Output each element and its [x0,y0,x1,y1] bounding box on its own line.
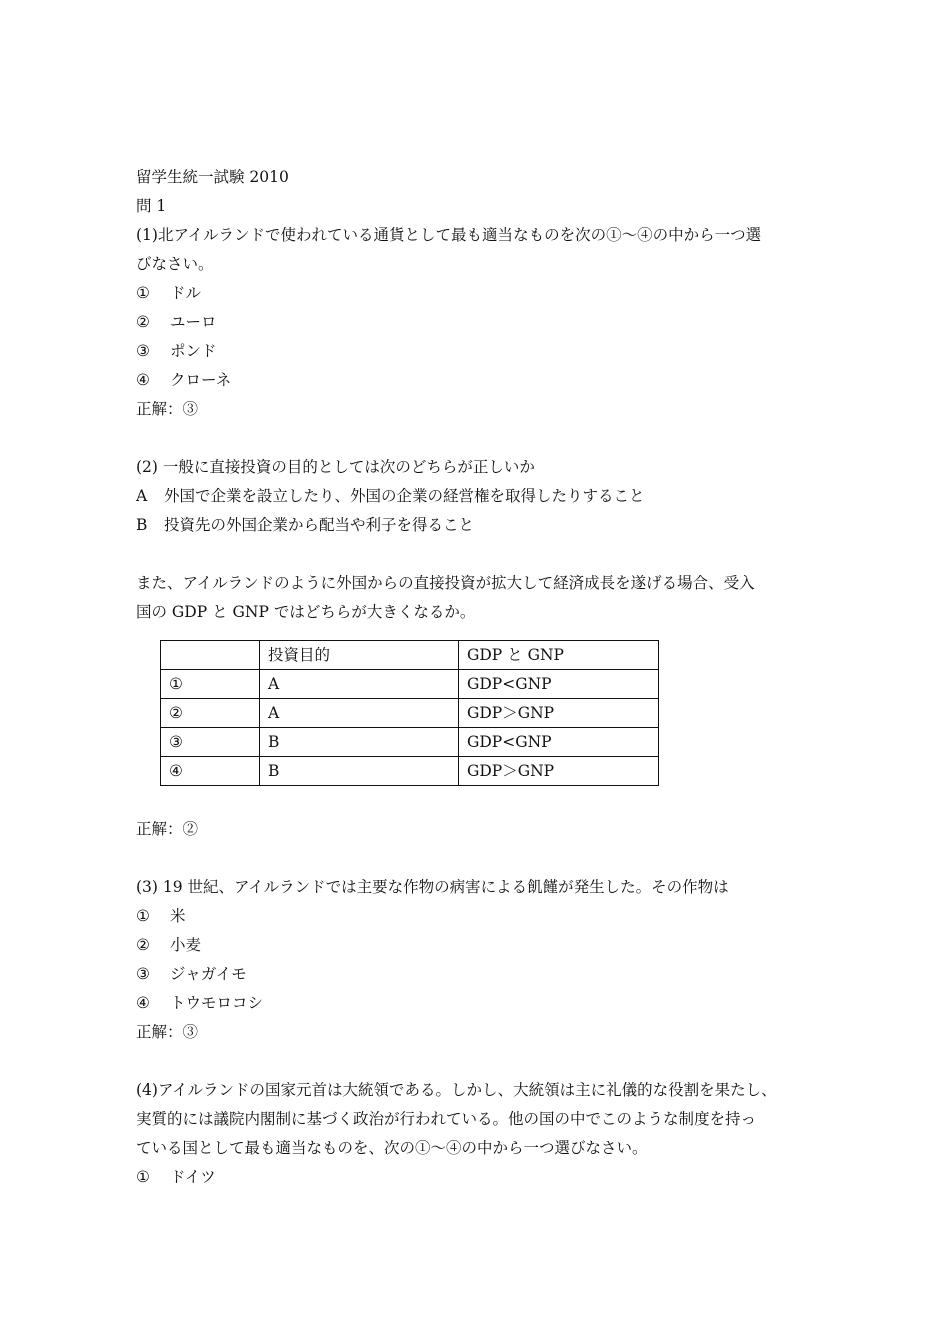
option-label: クローネ [170,371,232,389]
q2-sub-line2: 国の GDP と GNP ではどちらが大きくなるか。 [136,603,476,621]
option-number: ① [136,907,150,925]
table-row [161,670,659,699]
q4-option-1 [136,1163,826,1192]
table-header-cell: 投資目的 [260,641,459,670]
option-label: ポンド [170,342,217,360]
q1-option-4 [136,366,826,395]
answer-table [160,640,659,786]
table-header-cell [161,641,260,670]
option-number: ② [136,313,150,331]
table-cell: A [260,699,459,728]
table-cell: ③ [161,728,260,757]
option-letter: A [136,487,148,505]
q2-option-a [136,482,826,511]
option-number: ③ [136,342,150,360]
q1-text-line1: (1)北アイルランドで使われている通貨として最も適当なものを次の①～④の中から一つ選 [136,226,762,244]
option-number: ④ [136,994,150,1012]
table-cell: ② [161,699,260,728]
table-cell: GDP<GNP [459,670,659,699]
q1-option-3 [136,337,826,366]
exam-title: 留学生統一試験 2010 [136,168,289,186]
q1-option-1 [136,279,826,308]
answer-table-wrapper [136,640,826,786]
table-header-cell: GDP と GNP [459,641,659,670]
table-row [161,757,659,786]
table-cell: ④ [161,757,260,786]
q2-sub-line1: また、アイルランドのように外国からの直接投資が拡大して経済成長を遂げる場合、受入 [136,574,755,592]
document-page [136,163,826,1192]
table-cell: ① [161,670,260,699]
option-label: ジャガイモ [170,965,247,983]
table-row [161,728,659,757]
q1-answer: 正解：③ [136,400,199,418]
spacer [136,540,826,569]
q3-option-3 [136,960,826,989]
q3-option-2 [136,931,826,960]
table-cell: GDP＞GNP [459,699,659,728]
option-label: 米 [170,907,186,925]
q1-option-2 [136,308,826,337]
table-cell: B [260,757,459,786]
option-number: ③ [136,965,150,983]
option-label: ドイツ [170,1168,216,1186]
section-heading: 問 1 [136,197,167,215]
option-label: 外国で企業を設立したり、外国の企業の経営権を取得したりすること [164,487,645,505]
spacer [136,424,826,453]
option-number: ① [136,1168,150,1186]
spacer [136,1047,826,1076]
q2-option-b [136,511,826,540]
q4-text-line3: ている国として最も適当なものを、次の①～④の中から一つ選びなさい。 [136,1139,648,1157]
option-number: ④ [136,371,150,389]
table-cell: A [260,670,459,699]
option-number: ① [136,284,150,302]
table-cell: GDP<GNP [459,728,659,757]
option-label: ユーロ [170,313,217,331]
q4-text-line1: (4)アイルランドの国家元首は大統領である。しかし、大統領は主に礼儀的な役割を果たし、 [136,1081,777,1099]
q3-option-4 [136,989,826,1018]
q4-text-line2: 実質的には議院内閣制に基づく政治が行われている。他の国の中でこのような制度を持っ [136,1110,757,1128]
q3-answer: 正解：③ [136,1023,199,1041]
table-header-row [161,641,659,670]
option-label: トウモロコシ [170,994,264,1012]
option-label: 投資先の外国企業から配当や利子を得ること [164,516,475,534]
q1-text-line2: びなさい。 [136,255,214,273]
q2-answer: 正解：② [136,820,199,838]
spacer [136,844,826,873]
q3-option-1 [136,902,826,931]
q3-text: (3) 19 世紀、アイルランドでは主要な作物の病害による飢饉が発生した。その作物は [136,878,729,896]
table-cell: B [260,728,459,757]
q2-text: (2) 一般に直接投資の目的としては次のどちらが正しいか [136,458,535,476]
option-number: ② [136,936,150,954]
table-row [161,699,659,728]
option-letter: B [136,516,148,534]
option-label: 小麦 [170,936,202,954]
table-cell: GDP＞GNP [459,757,659,786]
option-label: ドル [170,284,202,302]
